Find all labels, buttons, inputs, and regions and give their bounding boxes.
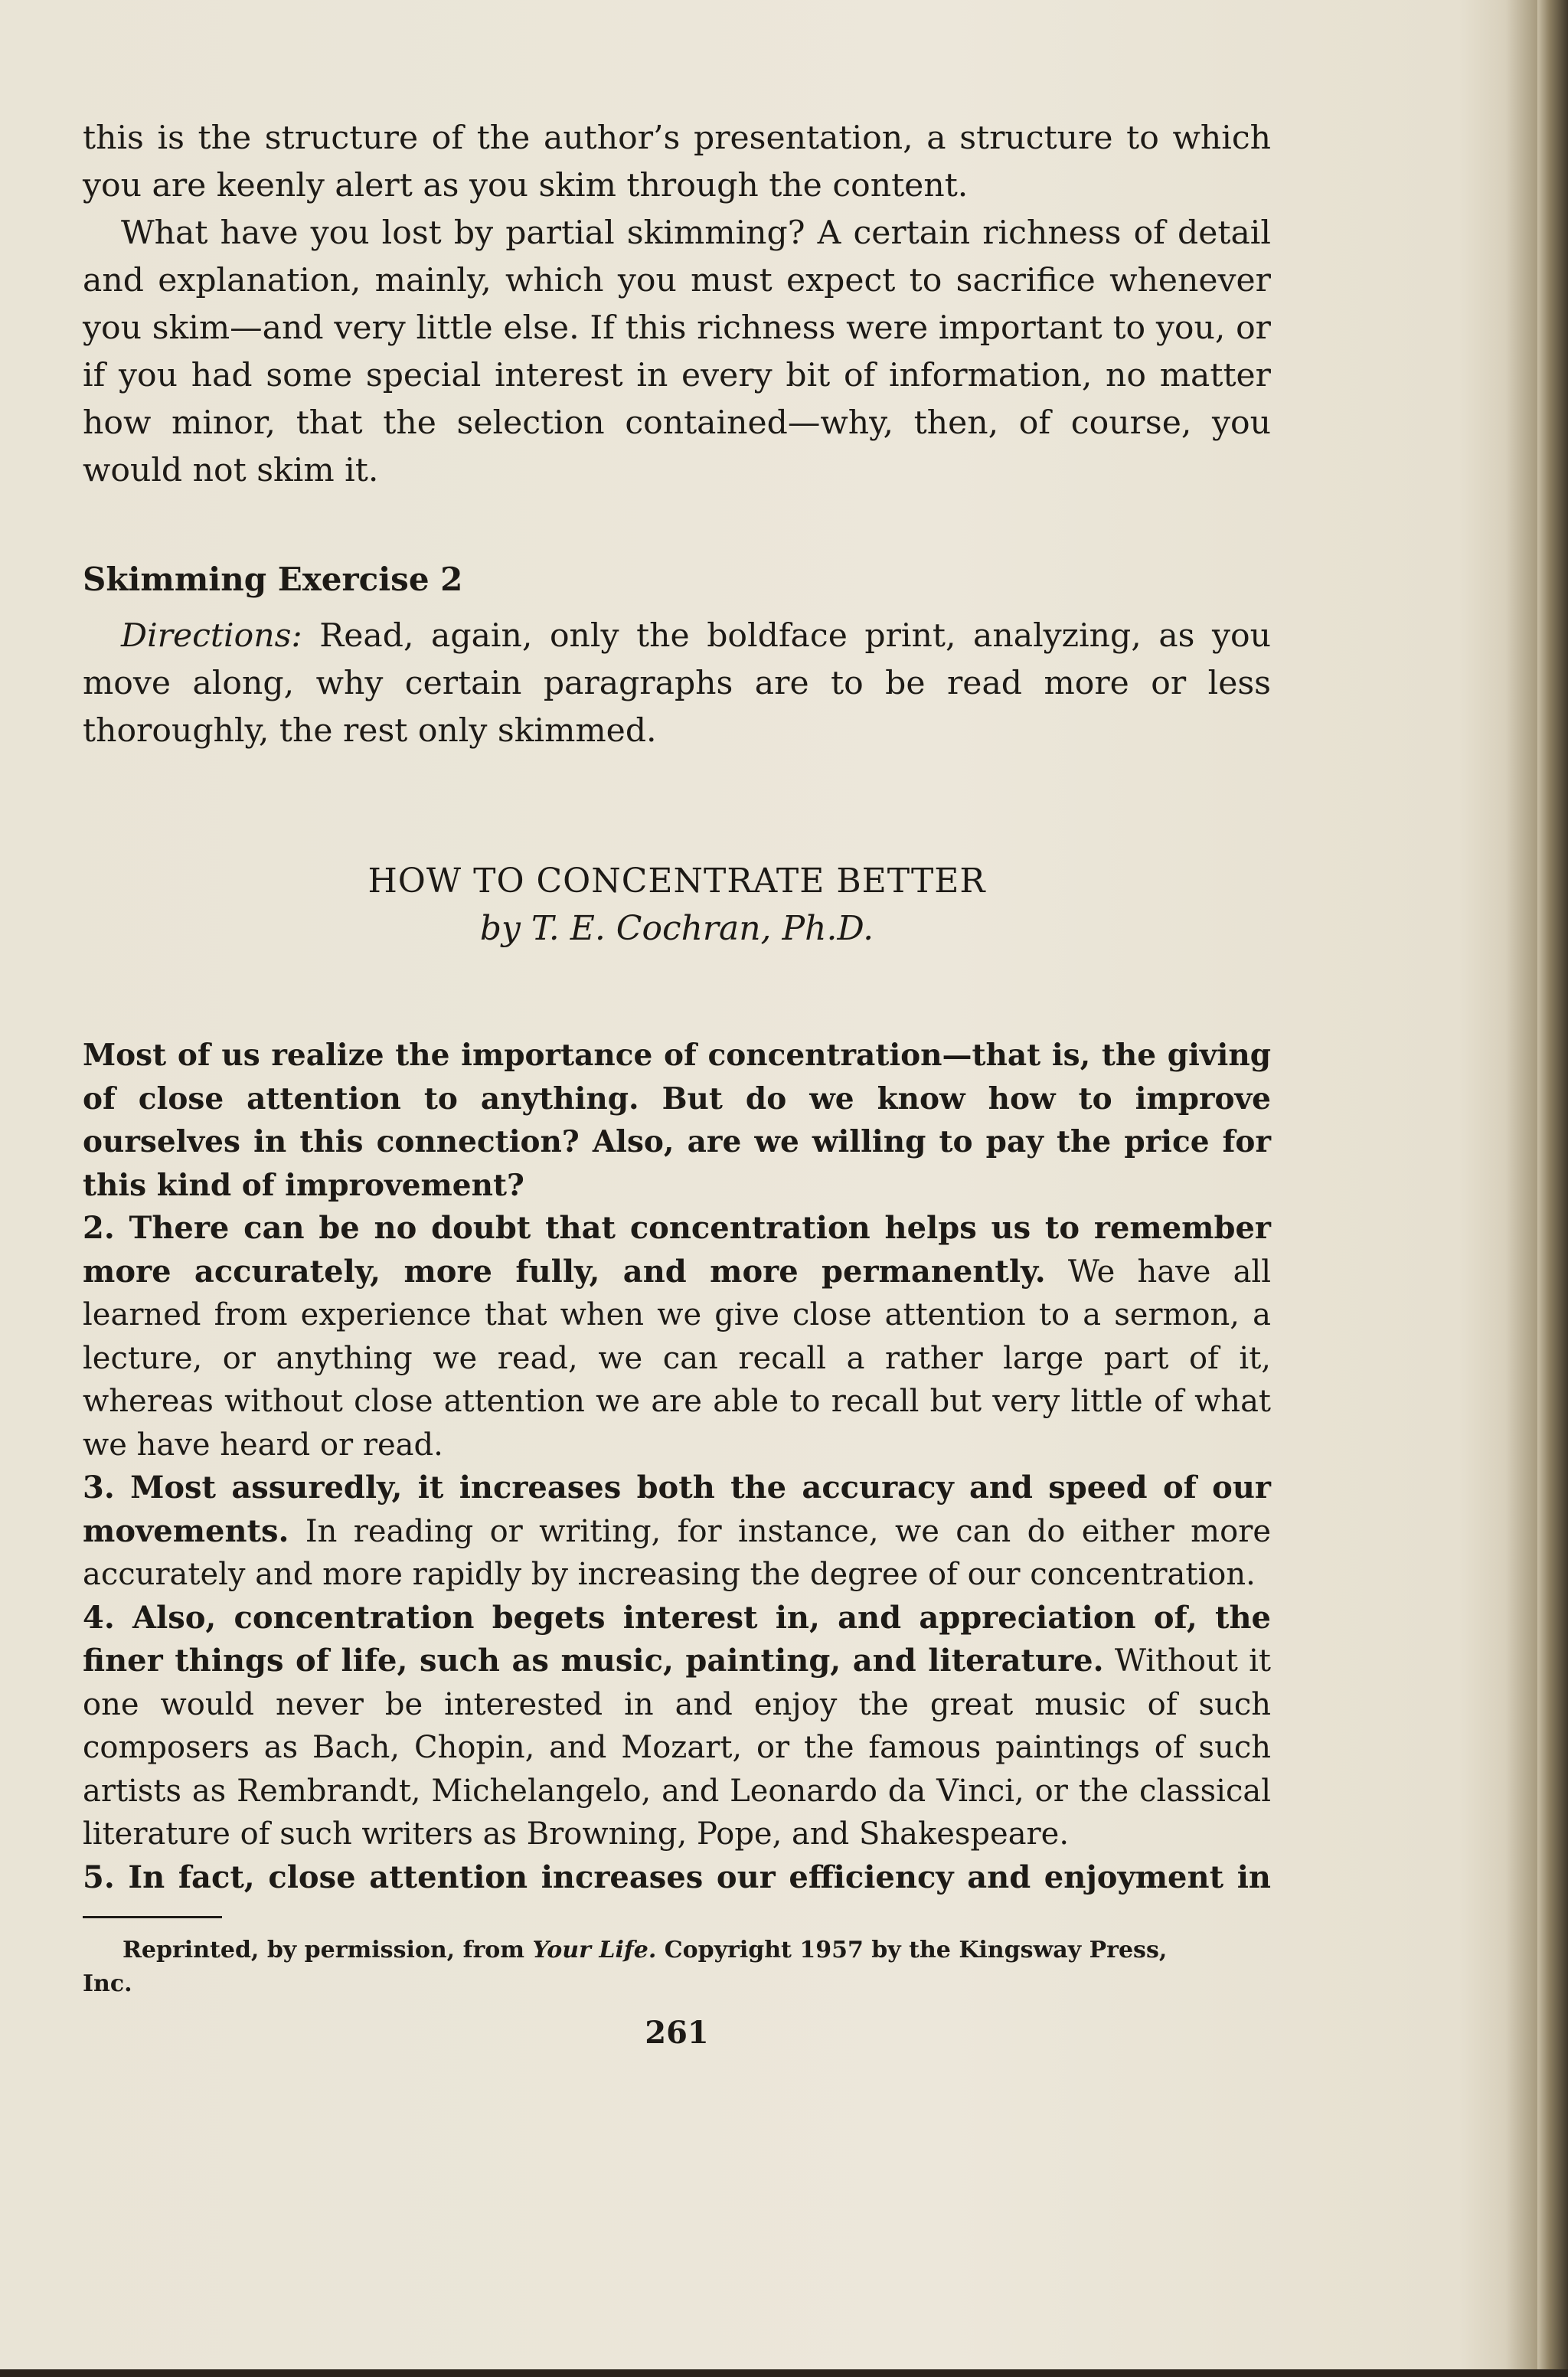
footnote: [83, 1934, 1271, 1967]
footnote-after: Copyright 1957 by the Kingsway Press,: [656, 1937, 1168, 1963]
footnote-source: Your Life.: [532, 1937, 657, 1963]
intro-paragraph-2: What have you lost by partial skimming? A certain richness of detail and explanation, mainly, which you must expect to sacrifice whenever you skim—and very little else. If this richness were important to you, or if you had some special interest in every bit of information, no matter how minor, that the selection contained—why, then, of course, you would not skim it.: [83, 214, 1271, 489]
paragraph-3-lead: 3. Most assuredly, it increases both the accuracy and speed of our movements.: [83, 1470, 1271, 1549]
page-content: [83, 115, 1271, 2055]
exercise-directions: [83, 613, 1271, 755]
exercise-heading: Skimming Exercise 2: [83, 561, 463, 598]
article-paragraph-3: [83, 1466, 1271, 1597]
article-author: by T. E. Cochran, Ph.D.: [479, 909, 874, 948]
footnote-before: Reprinted, by permission, from: [122, 1937, 533, 1963]
paragraph-4-rest: Without it one would never be interested in and enjoy the great music of such composers as Bach, Chopin, and Mozart, or the famous paintings of such artists as Rembrandt, Michelangelo, and Leonardo da Vinci, or the classical literature of such writers as Browning, Pope, and Shakespeare.: [83, 1643, 1271, 1852]
paragraph-2-rest: We have all learned from experience that when we give close attention to a sermon, a lecture, or anything we read, we can recall a rather large part of it, whereas without close attention we are able to recall but very little of what we have heard or read.: [83, 1254, 1271, 1463]
article-paragraph-4: [83, 1597, 1271, 1856]
paragraph-3-rest: In reading or writing, for instance, we can do either more accurately and more rapidly by increasing the degree of our concentration.: [83, 1513, 1271, 1592]
page-number: 261: [645, 2015, 709, 2051]
article-title: HOW TO CONCENTRATE BETTER: [368, 862, 986, 901]
page-spine-shadow: [1537, 0, 1568, 2377]
intro-paragraph-1: this is the structure of the author’s presentation, a structure to which you are keenly alert as you skim through the content.: [83, 119, 1271, 204]
article-paragraph-2: [83, 1207, 1271, 1466]
directions-text: Read, again, only the boldface print, analyzing, as you move along, why certain paragraphs are to be read more or less thoroughly, the rest only skimmed.: [83, 617, 1271, 750]
footnote-continuation: Inc.: [83, 1970, 132, 1997]
directions-label: Directions:: [121, 617, 302, 655]
paragraph-2-lead: 2. There can be no doubt that concentration helps us to remember more accurately, more fully, and more permanently.: [83, 1210, 1271, 1290]
article-paragraph-1: Most of us realize the importance of concentration—that is, the giving of close attention to anything. But do we know how to improve ourselves in this connection? Also, are we willing to pay the price for this kind of improvement?: [83, 1038, 1271, 1203]
footnote-rule: [83, 1916, 222, 1918]
paragraph-5-lead: 5. In fact, close attention increases our efficiency and enjoyment in: [83, 1859, 1271, 1895]
paragraph-4-lead: 4. Also, concentration begets interest in, and appreciation of, the finer things of life, such as music, painting, and literature.: [83, 1599, 1271, 1679]
article-paragraph-5: [83, 1856, 1271, 1900]
page-bottom-edge: [0, 2369, 1568, 2377]
